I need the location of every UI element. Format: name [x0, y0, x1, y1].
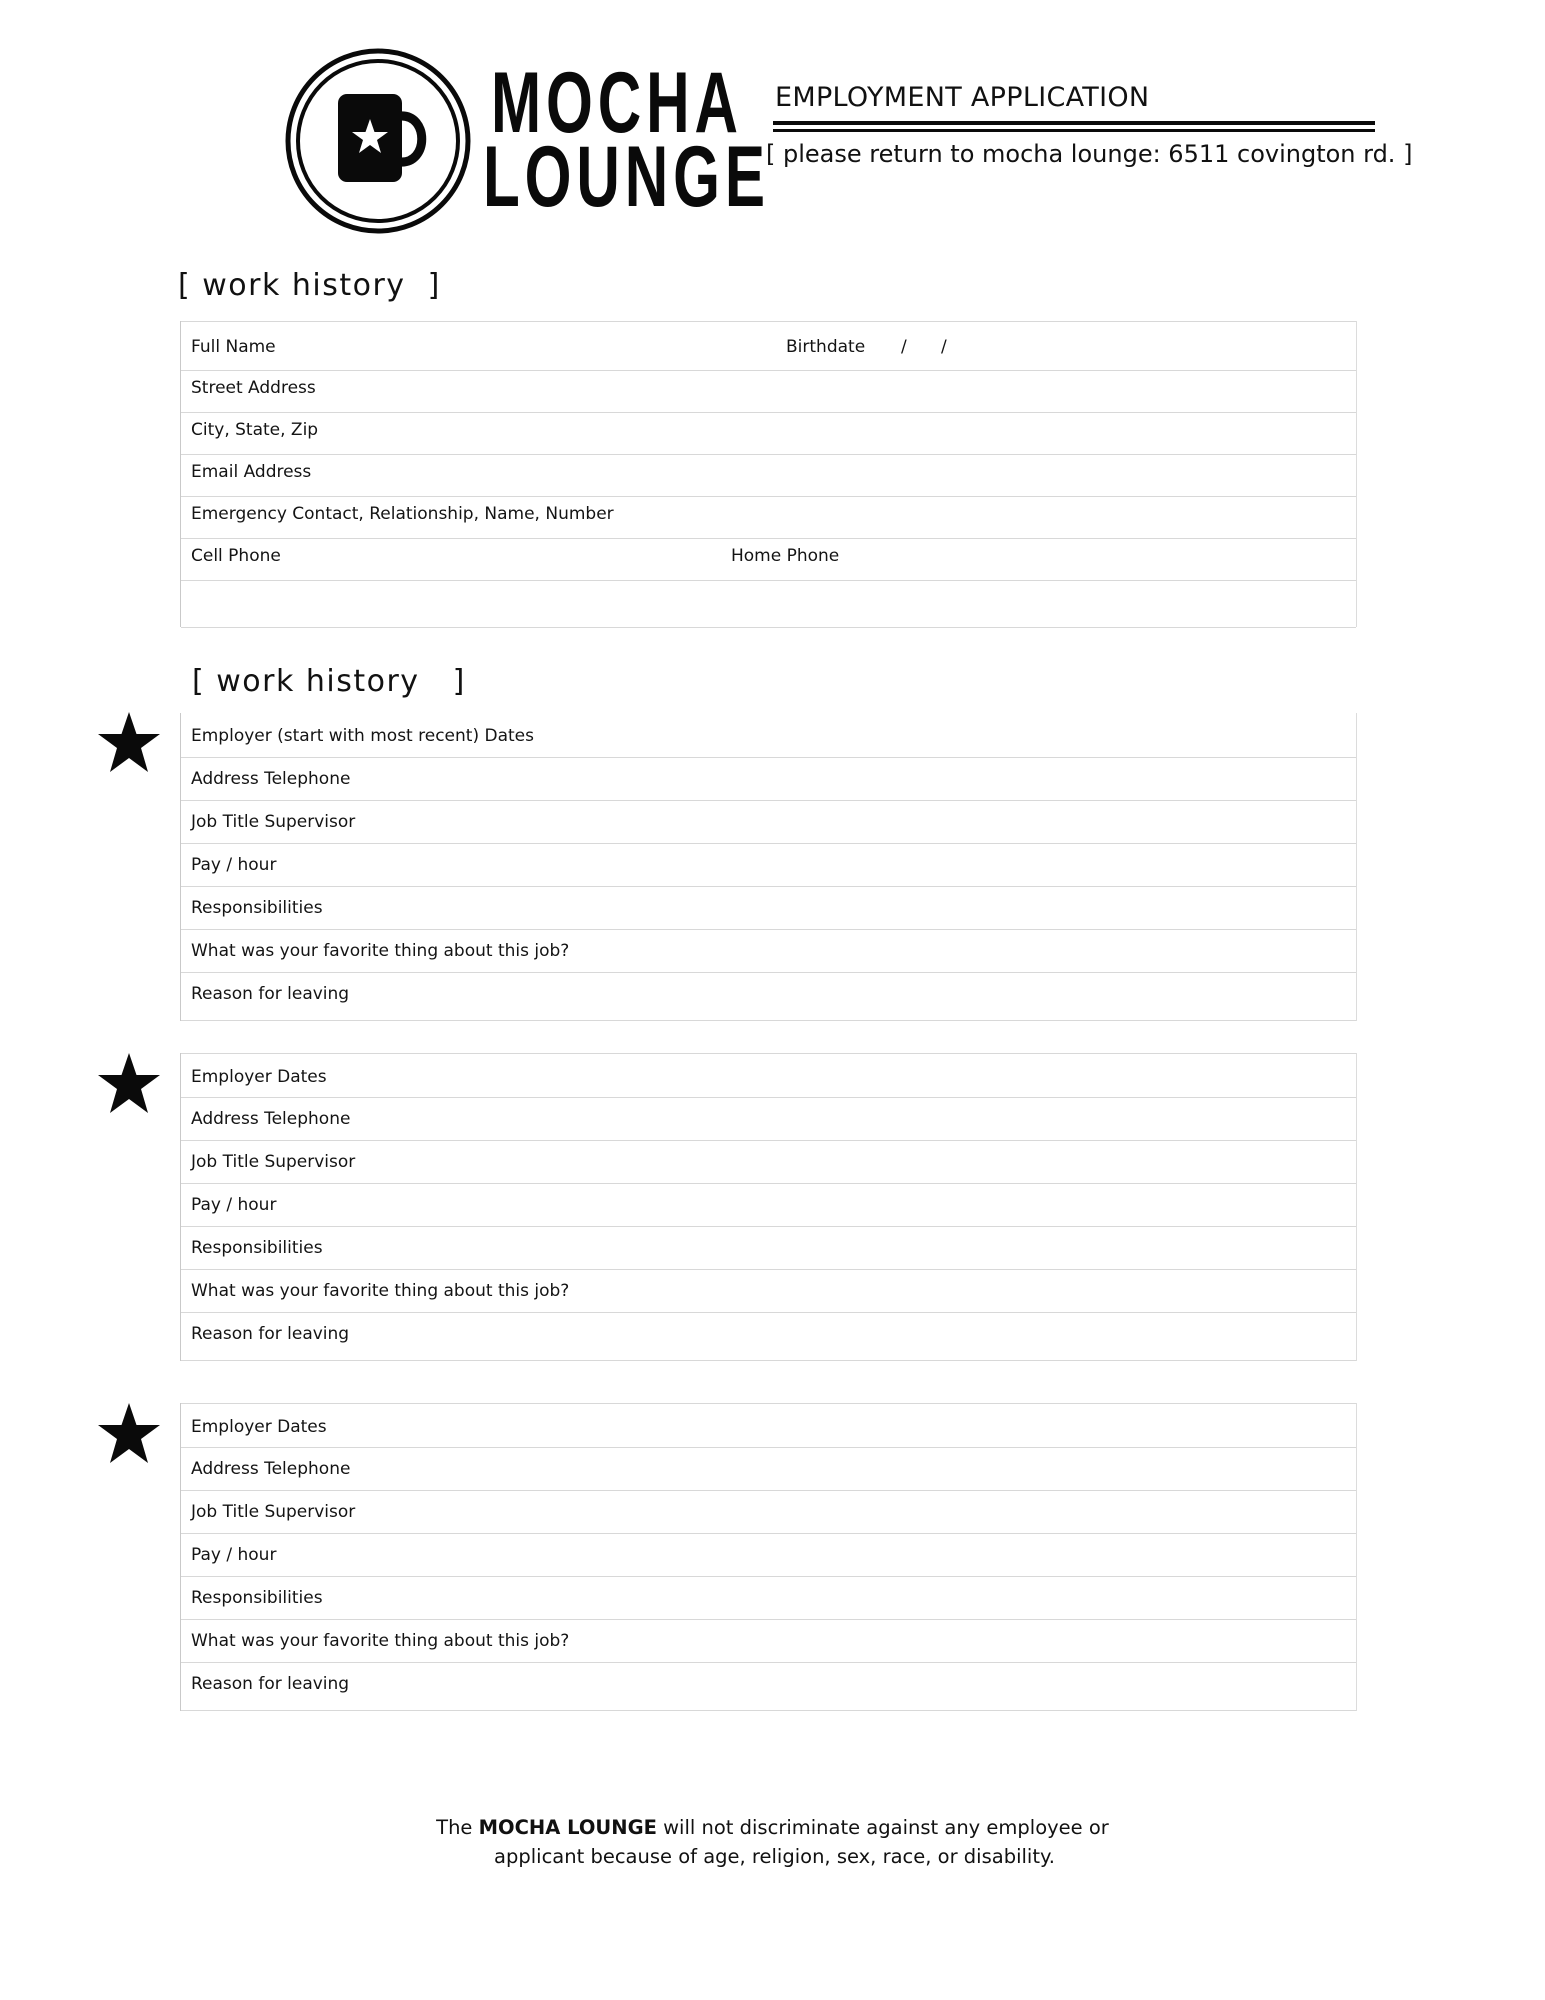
title-double-rule-top: [773, 121, 1375, 125]
form-row-employer[interactable]: [181, 1403, 1356, 1448]
email-address-label: Email Address: [191, 462, 312, 482]
job-title-supervisor-label: Job Title Supervisor: [191, 1152, 356, 1172]
section-heading-personal: [ work history ]: [178, 268, 441, 303]
form-row-city[interactable]: [181, 412, 1356, 455]
street-address-label: Street Address: [191, 378, 316, 398]
job-entry-1: [180, 713, 1357, 1021]
favorite-thing-label: What was your favorite thing about this job?: [191, 1281, 570, 1301]
favorite-thing-label: What was your favorite thing about this job?: [191, 1631, 570, 1651]
form-row-reason[interactable]: [181, 1312, 1356, 1361]
notice-text-end: will not discriminate against any employee or: [656, 1816, 1109, 1839]
address-telephone-label: Address Telephone: [191, 1109, 351, 1129]
form-row-address[interactable]: [181, 1097, 1356, 1141]
title-double-rule-bottom: [773, 129, 1375, 132]
form-row-pay[interactable]: [181, 843, 1356, 887]
star-icon: [98, 712, 160, 772]
personal-info-form: [180, 321, 1357, 627]
form-row-favorite[interactable]: [181, 1269, 1356, 1313]
job-title-supervisor-label: Job Title Supervisor: [191, 1502, 356, 1522]
responsibilities-label: Responsibilities: [191, 1588, 323, 1608]
form-row-street[interactable]: [181, 370, 1356, 413]
form-row-responsibilities[interactable]: [181, 886, 1356, 930]
reason-for-leaving-label: Reason for leaving: [191, 1324, 350, 1344]
star-icon: [98, 1403, 160, 1463]
section-heading-work-history: [ work history ]: [192, 664, 466, 699]
birthdate-slash-1: /: [901, 337, 907, 357]
form-row-responsibilities[interactable]: [181, 1576, 1356, 1620]
address-telephone-label: Address Telephone: [191, 1459, 351, 1479]
non-discrimination-notice-line2: applicant because of age, religion, sex, race, or disability.: [494, 1845, 1055, 1868]
form-row-reason[interactable]: [181, 972, 1356, 1021]
birthdate-slash-2: /: [941, 337, 947, 357]
employer-label: Employer (start with most recent) Dates: [191, 726, 534, 746]
form-row-pay[interactable]: [181, 1533, 1356, 1577]
form-row-favorite[interactable]: [181, 929, 1356, 973]
star-icon: [98, 1053, 160, 1113]
notice-brand-name: MOCHA LOUNGE: [478, 1816, 657, 1839]
city-state-zip-label: City, State, Zip: [191, 420, 319, 440]
employer-label: Employer Dates: [191, 1067, 327, 1087]
page-title: EMPLOYMENT APPLICATION: [775, 82, 1150, 113]
job-entry-2: [180, 1053, 1357, 1361]
job-title-supervisor-label: Job Title Supervisor: [191, 812, 356, 832]
pay-hour-label: Pay / hour: [191, 855, 277, 875]
form-row-emergency[interactable]: [181, 496, 1356, 539]
reason-for-leaving-label: Reason for leaving: [191, 1674, 350, 1694]
non-discrimination-notice-line1: [0, 1813, 1545, 1842]
emergency-contact-label: Emergency Contact, Relationship, Name, Number: [191, 504, 614, 524]
cell-phone-label: Cell Phone: [191, 546, 281, 566]
form-row-employer[interactable]: [181, 1053, 1356, 1098]
full-name-label: Full Name: [191, 337, 276, 357]
form-row-job-title[interactable]: [181, 800, 1356, 844]
form-row-job-title[interactable]: [181, 1490, 1356, 1534]
form-row-address[interactable]: [181, 1447, 1356, 1491]
employer-label: Employer Dates: [191, 1417, 327, 1437]
form-row-blank[interactable]: [181, 580, 1356, 628]
form-row-pay[interactable]: [181, 1183, 1356, 1227]
return-address-note: [ please return to mocha lounge: 6511 covington rd. ]: [766, 140, 1413, 168]
home-phone-label: Home Phone: [731, 546, 840, 566]
favorite-thing-label: What was your favorite thing about this job?: [191, 941, 570, 961]
pay-hour-label: Pay / hour: [191, 1545, 277, 1565]
form-row-phones[interactable]: [181, 538, 1356, 581]
address-telephone-label: Address Telephone: [191, 769, 351, 789]
form-row-favorite[interactable]: [181, 1619, 1356, 1663]
brand-name-line1: MOCHA: [491, 55, 743, 151]
pay-hour-label: Pay / hour: [191, 1195, 277, 1215]
form-row-address[interactable]: [181, 757, 1356, 801]
responsibilities-label: Responsibilities: [191, 1238, 323, 1258]
brand-name-line2: LOUNGE: [483, 129, 770, 225]
birthdate-label: Birthdate: [786, 337, 866, 357]
form-row-job-title[interactable]: [181, 1140, 1356, 1184]
reason-for-leaving-label: Reason for leaving: [191, 984, 350, 1004]
form-row-reason[interactable]: [181, 1662, 1356, 1711]
form-row-responsibilities[interactable]: [181, 1226, 1356, 1270]
mocha-lounge-logo: [283, 46, 473, 236]
notice-text-start: The: [436, 1816, 479, 1839]
responsibilities-label: Responsibilities: [191, 898, 323, 918]
form-row-email[interactable]: [181, 454, 1356, 497]
form-row-employer[interactable]: [181, 713, 1356, 758]
form-row-full-name[interactable]: [181, 321, 1356, 371]
job-entry-3: [180, 1403, 1357, 1711]
